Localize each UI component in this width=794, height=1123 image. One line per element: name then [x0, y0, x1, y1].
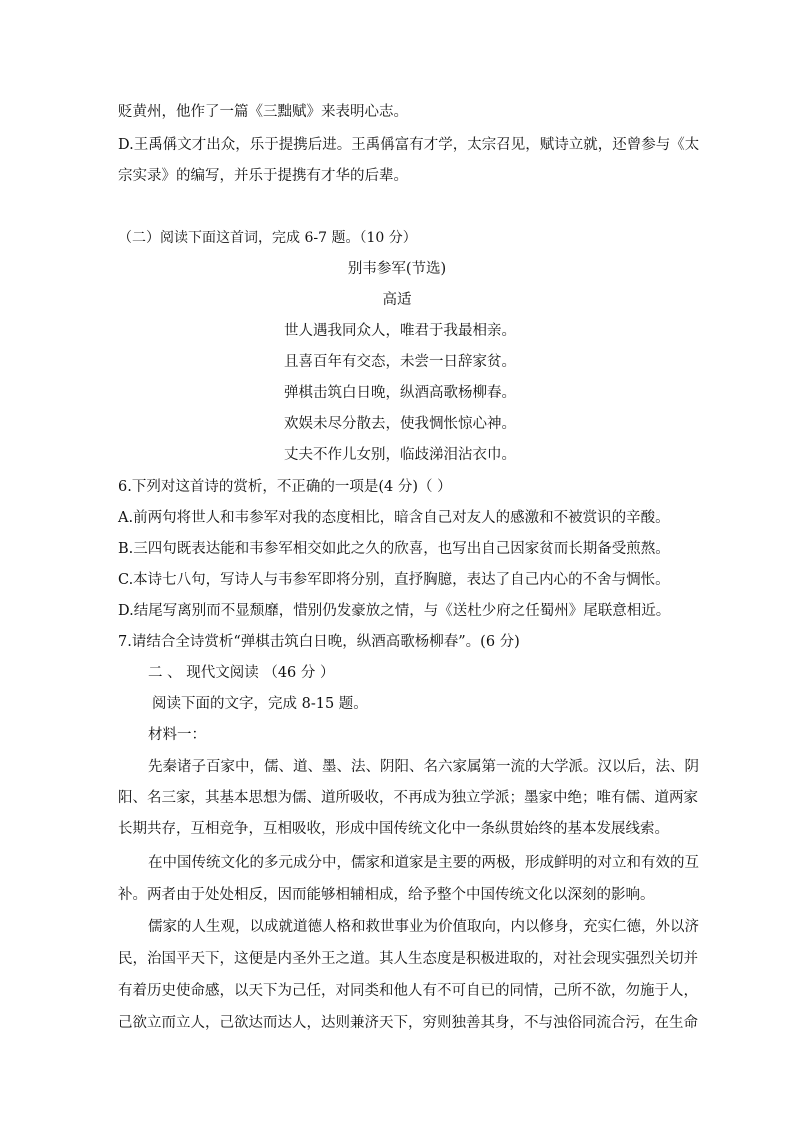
question-7: 7.请结合全诗赏析“弹棋击筑白日晚，纵酒高歌杨柳春”。(6 分)	[118, 634, 520, 650]
option-b: B.三四句既表达能和韦参军相交如此之久的欣喜，也写出自己因家贫而长期备受煎熬。	[118, 541, 670, 557]
option-d: D.结尾写离别而不显颓靡，惜别仍发豪放之情，与《送杜少府之任蜀州》尾联意相近。	[118, 603, 671, 619]
poem-author: 高适	[382, 292, 412, 308]
paragraph-line: 有着历史使命感，以天下为己任，对同类和他人有不可自已的同情，己所不欲，勿施于人，	[118, 983, 698, 999]
paragraph-line: 在中国传统文化的多元成分中，儒家和道家是主要的两极，形成鲜明的对立和有效的互	[148, 855, 699, 871]
part-heading: 二 、 现代文阅读 （46 分 ）	[148, 665, 335, 681]
paragraph-line: 民，治国平天下，这便是内圣外王之道。其人生态度是积极进取的，对社会现实强烈关切并	[118, 951, 698, 967]
poem-line: 且喜百年有交态，未尝一日辞家贫。	[284, 354, 516, 370]
question-6: 6.下列对这首诗的赏析，不正确的一项是(4 分)（ ）	[118, 479, 452, 495]
poem-line: 丈夫不作儿女别，临歧涕泪沾衣巾。	[284, 447, 516, 463]
option-a: A.前两句将世人和韦参军对我的态度相比，暗含自己对友人的感激和不被赏识的辛酸。	[118, 510, 670, 526]
paragraph-line: 长期共存，互相竞争，互相吸收，形成中国传统文化中一条纵贯始终的基本发展线索。	[118, 821, 669, 837]
passage-line: 宗实录》的编写，并乐于提携有才华的后辈。	[118, 168, 408, 184]
section-intro: （二）阅读下面这首词，完成 6-7 题。（10 分）	[118, 230, 417, 246]
poem-line: 弹棋击筑白日晚，纵酒高歌杨柳春。	[284, 385, 516, 401]
paragraph-line: 阳、名三家，其基本思想为儒、道所吸收，不再成为独立学派；墨家中绝；唯有儒、道两家	[118, 790, 698, 806]
paragraph-line: 补。两者由于处处相反，因而能够相辅相成，给予整个中国传统文化以深刻的影响。	[118, 887, 655, 903]
paragraph-line: 先秦诸子百家中，儒、道、墨、法、阴阳、名六家属第一流的大学派。汉以后，法、阴	[148, 759, 699, 775]
option-c: C.本诗七八句，写诗人与韦参军即将分别，直抒胸臆，表达了自己内心的不舍与惆怅。	[118, 572, 670, 588]
poem-title: 别韦参军(节选)	[347, 261, 447, 277]
material-label: 材料一：	[148, 727, 206, 743]
option-d-line: D.王禹偁文才出众，乐于提携后进。王禹偁富有才学，太宗召见，赋诗立就，还曾参与《太	[118, 137, 700, 153]
paragraph-line: 儒家的人生观，以成就道德人格和救世事业为价值取向，内以修身，充实仁德，外以济	[148, 919, 699, 935]
poem-line: 欢娱未尽分散去，使我惆怅惊心神。	[284, 416, 516, 432]
reading-instruction: 阅读下面的文字，完成 8-15 题。	[152, 696, 368, 712]
poem-line: 世人遇我同众人，唯君于我最相亲。	[284, 323, 516, 339]
paragraph-line: 己欲立而立人，己欲达而达人，达则兼济天下，穷则独善其身，不与浊俗同流合污，在生命	[118, 1015, 698, 1031]
passage-line: 贬黄州，他作了一篇《三黜赋》来表明心志。	[118, 104, 408, 120]
